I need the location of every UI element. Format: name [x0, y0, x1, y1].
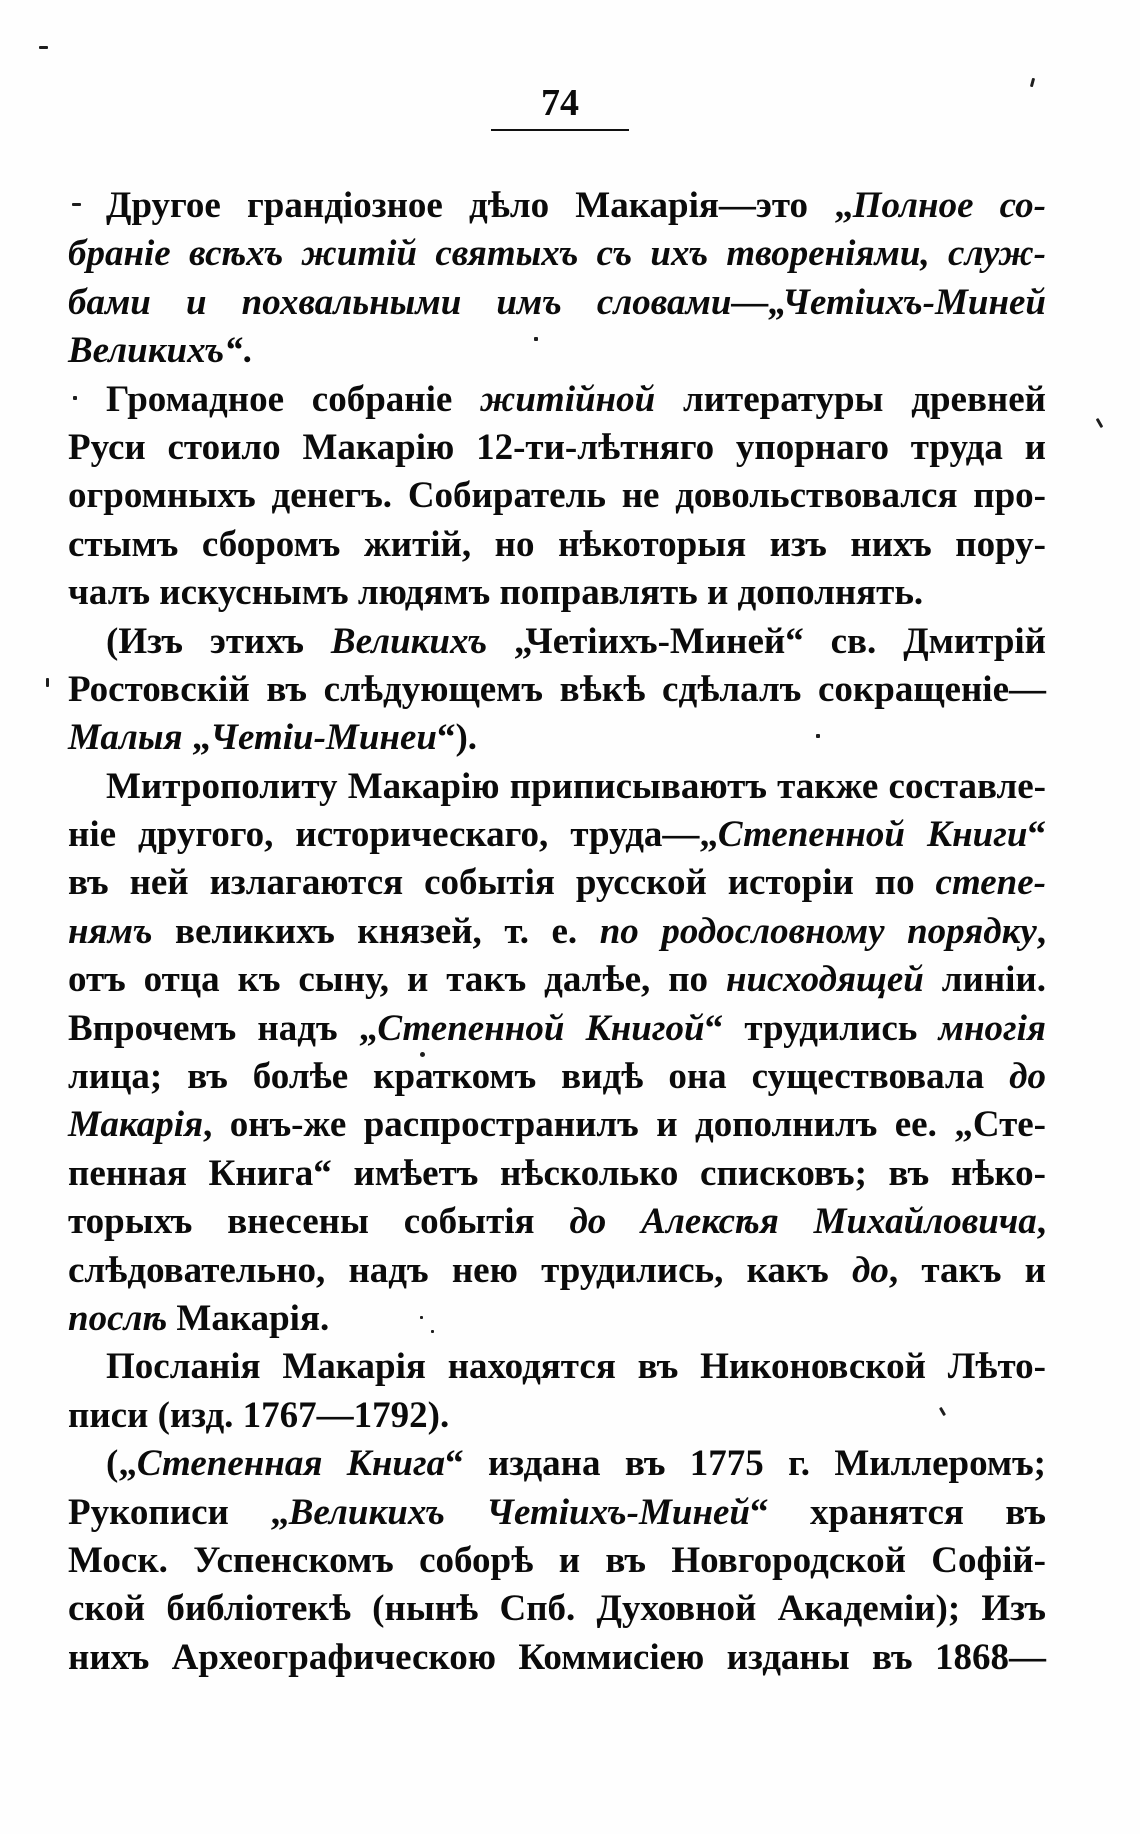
text-run: ніе другого, историческаго, труда—„	[68, 814, 718, 856]
text-line	[68, 1150, 1046, 1198]
text-run: Впрочемъ надъ „	[68, 1007, 378, 1049]
text-line	[68, 569, 1046, 617]
text-line	[68, 376, 1046, 424]
scan-speck	[1096, 418, 1104, 428]
text-run: „	[182, 717, 211, 759]
text-run: “ издана въ 1775 г. Миллеромъ;	[445, 1443, 1047, 1485]
text-line	[68, 956, 1046, 1004]
text-run: “ трудились	[704, 1007, 939, 1049]
italic-text-run: степе-	[935, 862, 1046, 904]
italic-text-run: Полное со-	[852, 185, 1046, 226]
page-number: 74	[541, 82, 579, 124]
italic-text-run: нисходящей	[725, 959, 924, 1001]
text-line	[68, 1489, 1046, 1537]
text-run: ,	[1036, 910, 1046, 952]
italic-text-run: до Алексѣя Михайловича	[569, 1201, 1037, 1243]
text-run: лица; въ болѣе краткомъ видѣ она существовала	[68, 1056, 1010, 1098]
text-line	[68, 1005, 1046, 1053]
italic-text-run: по родословному порядку	[599, 910, 1037, 952]
italic-text-run: браніе всѣхъ житій святыхъ съ ихъ твореніями, служ-	[68, 233, 1046, 275]
text-line	[68, 327, 1046, 375]
text-line	[68, 1537, 1046, 1585]
italic-text-run: Степенная Книга	[136, 1443, 446, 1485]
text-line	[68, 1585, 1046, 1633]
italic-text-run: нямъ	[68, 910, 153, 952]
text-run: Посланія Макарія находятся въ Никоновской Лѣто-	[106, 1346, 1046, 1388]
italic-text-run: Великихъ“	[68, 330, 243, 372]
paragraph	[68, 618, 1046, 763]
text-line	[68, 1440, 1046, 1488]
text-line	[68, 908, 1046, 956]
text-run: Ростовскій въ слѣдующемъ вѣкѣ сдѣлалъ сокращеніе—	[68, 668, 1046, 710]
text-run: отъ отца къ сыну, и такъ далѣе, по	[68, 959, 726, 1001]
paragraph	[68, 376, 1046, 618]
italic-text-run: Малыя	[68, 717, 183, 759]
text-run: „Четіихъ-Миней“ св. Дмитрій	[487, 620, 1046, 662]
text-line	[68, 1343, 1046, 1391]
text-run: великихъ князей, т. е.	[152, 910, 600, 952]
text-run: чалъ искуснымъ людямъ поправлять и дополнять.	[68, 572, 924, 614]
text-line	[68, 666, 1046, 714]
italic-text-run: Степенной Книгой	[377, 1007, 705, 1049]
text-run: въ ней излагаются событія русской исторіи по	[68, 862, 936, 904]
text-run: Митрополиту Макарію приписываютъ также составле-	[106, 765, 1046, 807]
text-run: Моск. Успенскомъ соборѣ и въ Новгородской Софій-	[68, 1539, 1046, 1581]
italic-text-run: житійной	[480, 378, 656, 420]
paragraph	[68, 763, 1046, 1344]
text-run: , онъ-же распространилъ и дополнилъ ее. „Сте-	[203, 1104, 1046, 1146]
paragraph	[68, 1440, 1046, 1682]
text-run: (Изъ этихъ	[106, 620, 331, 662]
text-run: нихъ Археографическою Коммисіею изданы въ 1868—	[68, 1636, 1046, 1678]
text-run: стымъ сборомъ житій, но нѣкоторыя изъ нихъ пору-	[68, 523, 1046, 565]
scan-speck	[1030, 78, 1035, 87]
text-line	[68, 1247, 1046, 1295]
text-line	[68, 1053, 1046, 1101]
text-line	[68, 618, 1046, 666]
text-run: Руси стоило Макарію 12-ти-лѣтняго упорнаго труда и	[68, 426, 1046, 468]
text-run: “).	[436, 717, 478, 759]
italic-text-run: послѣ	[68, 1297, 168, 1339]
text-run: слѣдовательно, надъ нею трудились, какъ	[68, 1249, 853, 1291]
italic-text-run: многія	[938, 1007, 1046, 1049]
text-run: Другое грандіозное дѣло Макарія—это „	[106, 185, 853, 226]
text-line	[68, 472, 1046, 520]
body-text	[68, 182, 1046, 1682]
text-run: пенная Книга“ имѣетъ нѣсколько списковъ; въ нѣко-	[68, 1152, 1046, 1194]
italic-text-run: Степенной Книги	[717, 814, 1028, 856]
text-line	[68, 763, 1046, 811]
italic-text-run: до	[852, 1249, 889, 1291]
text-run: Громадное собраніе	[106, 378, 481, 420]
text-run: “ хранятся въ	[750, 1491, 1046, 1533]
text-run: Рукописи „	[68, 1491, 289, 1533]
text-run: ,	[1036, 1201, 1046, 1243]
text-line	[68, 1295, 1046, 1343]
italic-text-run: Великихъ Четіихъ-Миней	[288, 1491, 750, 1533]
text-run: („	[106, 1443, 137, 1485]
text-line	[68, 1634, 1046, 1682]
text-run: Макарія.	[167, 1297, 330, 1339]
paragraph	[68, 1343, 1046, 1440]
text-run: литературы древней	[655, 378, 1046, 420]
text-line	[68, 1198, 1046, 1246]
italic-text-run: Макарія	[68, 1104, 204, 1146]
text-line	[68, 521, 1046, 569]
text-run: .	[242, 330, 252, 372]
text-run: ской библіотекѣ (нынѣ Спб. Духовной Академіи); Изъ	[68, 1588, 1046, 1630]
scan-speck	[39, 46, 48, 49]
scan-speck	[46, 678, 49, 687]
text-run: огромныхъ денегъ. Собиратель не довольствовался про-	[68, 475, 1046, 517]
text-line	[68, 279, 1046, 327]
text-line	[68, 811, 1046, 859]
text-line	[68, 859, 1046, 907]
text-run: торыхъ внесены событія	[68, 1201, 570, 1243]
italic-text-run: Великихъ	[330, 620, 488, 662]
text-line	[68, 714, 1046, 762]
text-line	[68, 1101, 1046, 1149]
text-run: писи (изд. 1767—1792).	[68, 1394, 450, 1436]
text-run: линіи.	[923, 959, 1046, 1001]
italic-text-run: до	[1009, 1056, 1046, 1098]
italic-text-run: бами и похвальными имъ словами—„Четіихъ-Миней	[68, 281, 1046, 323]
text-run: , такъ и	[888, 1249, 1046, 1291]
text-run: “	[1027, 814, 1046, 856]
text-line	[68, 424, 1046, 472]
page-number-rule	[491, 129, 629, 131]
italic-text-run: Четіи-Минеи	[210, 717, 437, 759]
text-line	[68, 230, 1046, 278]
paragraph	[68, 182, 1046, 376]
text-line	[68, 182, 1046, 230]
text-line	[68, 1392, 1046, 1440]
